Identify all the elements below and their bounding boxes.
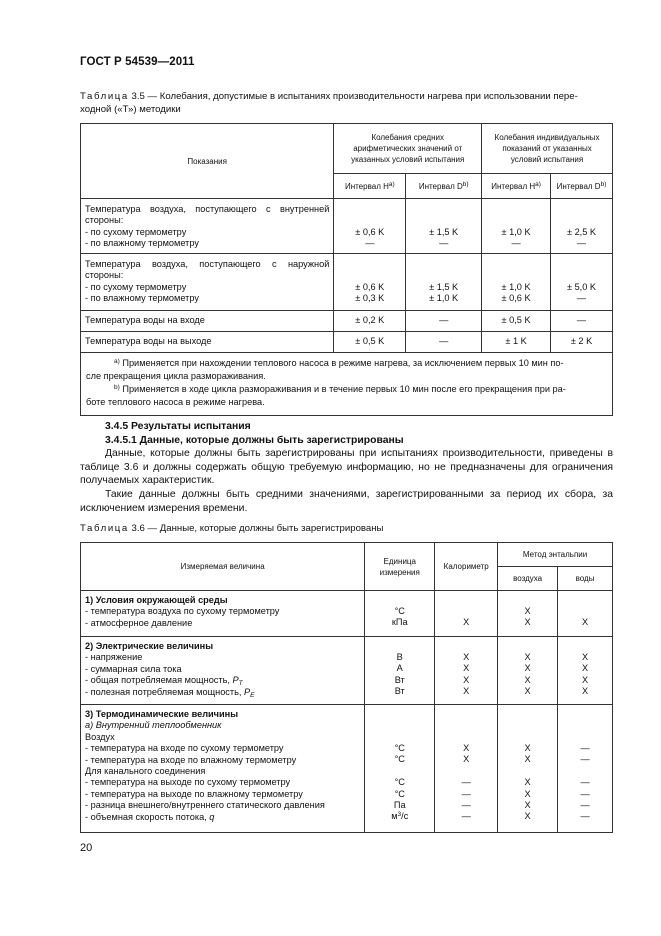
col-unit: Единица измерения — [365, 543, 435, 591]
caption-number: 3.6 — [131, 523, 145, 534]
col-calorimeter: Калориметр — [435, 543, 498, 591]
col-air: воздуха — [498, 567, 558, 591]
group-title: 2) Электрические величины — [85, 641, 214, 651]
table-row: Температура воздуха, поступающего с внутренней стороны: - по сухому термометру - по влажному термометру ± 0,6 K — ± 1,5 K — ± 1,0 K — ± 2,5 K — — [81, 199, 613, 254]
group-title: 1) Условия окружающей среды — [85, 595, 228, 605]
table-3-6-caption — [80, 522, 383, 535]
table-row: 1) Условия окружающей среды - температура воздуха по сухому термометру - атмосферное давление °C кПа X X X X — [81, 591, 613, 637]
caption-text: — Данные, которые должны быть зарегистрированы — [144, 523, 384, 534]
table-3-6 — [80, 542, 613, 833]
section-heading: 3.4.5 Результаты испытания — [105, 421, 251, 432]
group-title: 3) Термодинамические величины — [85, 709, 239, 719]
page-number: 20 — [80, 842, 93, 854]
col-quantity: Измеряемая величина — [81, 543, 365, 591]
col-group-mean: Колебания средних арифметических значений от указанных условий испытания — [334, 124, 482, 174]
caption-text-cont: ходной («Т») методики — [80, 104, 181, 115]
section-text — [80, 420, 613, 515]
caption-text: — Колебания, допустимые в испытаниях производительности нагрева при использовании пере- — [144, 91, 578, 102]
col-interval-d-2: Интервал $D^{b)}$ — [551, 174, 613, 199]
table-3-5 — [80, 123, 613, 416]
table-row: 3) Термодинамические величины а) Внутренний теплообменник Воздух - температура на входе по сухому термометру - температура на входе по влажному термометру Для канального соединения - температура на выходе по сухому термометру - температура на выходе по влажному термометру - разница внешнего/внутреннего статического давления - объемная скорость потока, q °C °C °C °C Па $м^3/с$ X X — — — — X X X X X X — — — — — — — [81, 705, 613, 833]
table-row: Температура воды на выходе ± 0,5 K — ± 1 K ± 2 K — [81, 332, 613, 353]
paragraph: Данные, которые должны быть зарегистрированы при испытаниях производительности, приведены в таблице 3.6 и должны содержать общую требуемую информацию, но не предназначены для ограничения получаемых характеристик. — [80, 448, 613, 487]
table-row: Температура воды на входе ± 0,2 K — ± 0,5 K — — [81, 311, 613, 332]
table-row: Температура воздуха, поступающего с наружной стороны: - по сухому термометру - по влажному термометру ± 0,6 K ± 0,3 K ± 1,5 K ± 1,0 K ± 1,0 K ± 0,6 K ± 5,0 K — — [81, 254, 613, 311]
col-group-individual: Колебания индивидуальных показаний от указанных условий испытания — [482, 124, 613, 174]
col-water: воды — [558, 567, 613, 591]
col-interval-h-2: Интервал $H^{a)}$ — [482, 174, 551, 199]
col-enthalpy: Метод энтальпии — [498, 543, 613, 567]
caption-number: 3.5 — [131, 91, 145, 102]
footnote-b-cont: боте теплового насоса в режиме нагрева. — [86, 397, 265, 407]
footnote-a: Применяется при нахождении теплового насоса в режиме нагрева, за исключением первых 10 мин по- — [122, 358, 564, 368]
col-interval-h-1: Интервал $H^{a)}$ — [334, 174, 406, 199]
footnote-b: Применяется в ходе цикла размораживания и в течение первых 10 мин после его прекращения при ра- — [122, 384, 566, 394]
paragraph: Такие данные должны быть средними значениями, зарегистрированными за период их сбора, за исключением измерения времени. — [80, 488, 613, 514]
table-3-5-caption — [80, 90, 610, 116]
caption-label: Таблица — [80, 91, 129, 102]
table-footnotes: $^{a)}$ Применяется при нахождении теплового насоса в режиме нагрева, за исключением первых 10 мин по- сле прекращения цикла размораживания. $^{b)}$ Применяется в ходе цикла размораживания и в течение первых 10 мин после его прекращения при ра- боте теплового насоса в режиме нагрева. — [81, 353, 613, 416]
caption-label: Таблица — [80, 523, 129, 534]
col-interval-d-1: Интервал $D^{b)}$ — [406, 174, 482, 199]
col-indication: Показания — [81, 124, 334, 199]
table-row: 2) Электрические величины - напряжение - суммарная сила тока - общая потребляемая мощность, $P_T$ - полезная потребляемая мощность, $P_E$ В А Вт Вт X X X X X X X X X X X X — [81, 637, 613, 705]
footnote-a-cont: сле прекращения цикла размораживания. — [86, 371, 266, 381]
subsection-heading: 3.4.5.1 Данные, которые должны быть зарегистрированы — [105, 434, 404, 446]
document-header: ГОСТ Р 54539—2011 — [80, 56, 195, 68]
